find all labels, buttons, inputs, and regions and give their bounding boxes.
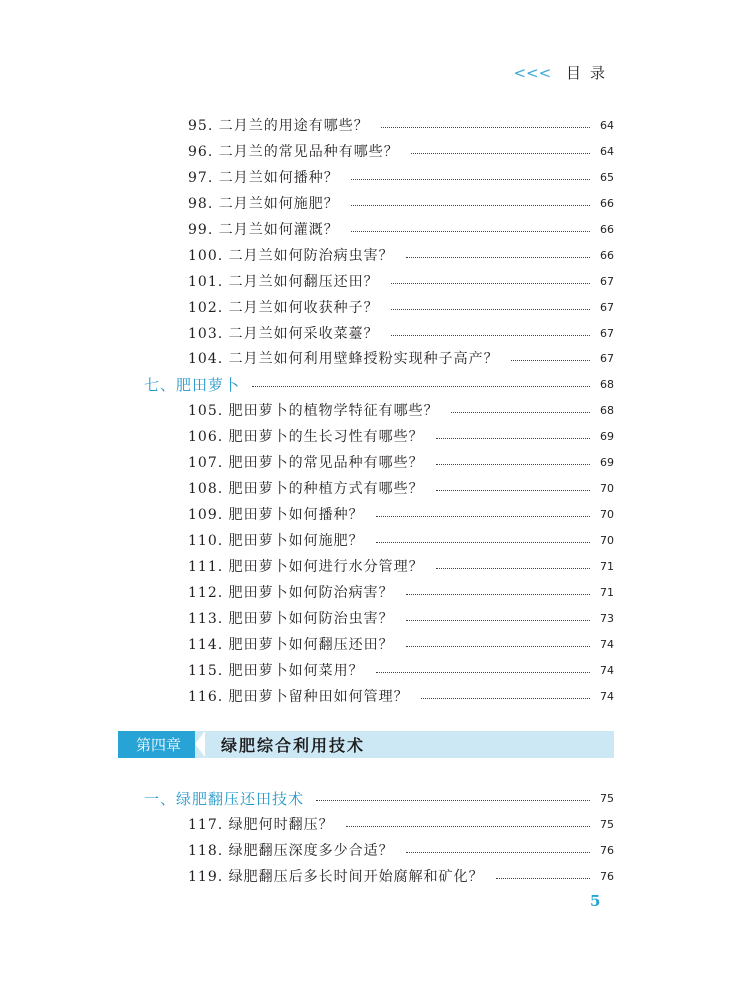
toc-entry[interactable] [188,813,614,835]
dot-leader [436,568,590,569]
toc-entry[interactable] [188,529,614,551]
toc-entry-page: 64 [600,118,614,132]
dot-leader [406,852,590,853]
toc-entry-page: 74 [600,663,614,677]
dot-leader [376,672,590,673]
toc-entry-text: 100. 二月兰如何防治病虫害？ [188,248,394,264]
header-title: 目录 [565,64,614,82]
toc-entry[interactable] [188,270,614,292]
dot-leader [351,231,590,232]
toc-entry-text: 101. 二月兰如何翻压还田？ [188,274,379,290]
toc-entry[interactable] [188,633,614,655]
toc-entry-page: 71 [600,559,614,573]
toc-section-text: 七、肥田萝卜 [144,375,241,394]
toc-entry-page: 66 [600,196,614,210]
toc-entry-text: 107. 肥田萝卜的常见品种有哪些？ [188,455,424,471]
dot-leader [391,283,590,284]
toc-entry-page: 74 [600,637,614,651]
toc-entry-page: 65 [600,170,614,184]
toc-entry-text: 112. 肥田萝卜如何防治病害？ [188,585,394,601]
toc-entry[interactable] [188,140,614,162]
toc-entry-text: 108. 肥田萝卜的种植方式有哪些？ [188,481,424,497]
dot-leader [252,386,590,387]
toc-entry[interactable] [188,322,614,344]
dot-leader [351,205,590,206]
toc-entry-page: 74 [600,689,614,703]
dot-leader [346,826,590,827]
toc-entry-page: 67 [600,326,614,340]
dot-leader [381,127,590,128]
toc-entry[interactable] [188,581,614,603]
toc-entry-text: 98. 二月兰如何施肥？ [188,196,339,212]
toc-entry-page: 70 [600,507,614,521]
dot-leader [406,257,590,258]
toc-entry-text: 105. 肥田萝卜的植物学特征有哪些？ [188,403,439,419]
toc-entry-text: 103. 二月兰如何采收菜薹？ [188,326,379,342]
dot-leader [436,464,590,465]
toc-entry-text: 102. 二月兰如何收获种子？ [188,300,379,316]
dot-leader [411,153,590,154]
toc-entry-text: 119. 绿肥翻压后多长时间开始腐解和矿化？ [188,869,484,885]
toc-section-heading[interactable] [144,373,614,395]
dot-leader [376,542,590,543]
dot-leader [376,516,590,517]
toc-entry-text: 116. 肥田萝卜留种田如何管理？ [188,689,409,705]
toc-entry-page: 70 [600,481,614,495]
toc-entry-text: 118. 绿肥翻压深度多少合适？ [188,843,394,859]
toc-entry-page: 69 [600,455,614,469]
chapter-tag: 第四章 [118,731,195,758]
toc-entry[interactable] [188,555,614,577]
toc-entry[interactable] [188,296,614,318]
toc-entry-text: 97. 二月兰如何播种？ [188,170,339,186]
chapter-title: 绿肥综合利用技术 [221,736,366,755]
chapter-banner[interactable] [118,731,614,758]
toc-entry[interactable] [188,839,614,861]
dot-leader [451,412,590,413]
toc-entry-text: 104. 二月兰如何利用壁蜂授粉实现种子高产？ [188,351,499,367]
toc-entry-text: 110. 肥田萝卜如何施肥？ [188,533,364,549]
dot-leader [406,594,590,595]
toc-entry-page: 67 [600,274,614,288]
toc-entry-text: 115. 肥田萝卜如何菜用？ [188,663,364,679]
toc-entry-text: 113. 肥田萝卜如何防治虫害？ [188,611,394,627]
toc-entry-page: 71 [600,585,614,599]
toc-entry-text: 95. 二月兰的用途有哪些？ [188,118,369,134]
toc-entry[interactable] [188,659,614,681]
dot-leader [421,698,590,699]
chevrons-icon: <<< [513,64,552,82]
toc-entry[interactable] [188,244,614,266]
dot-leader [391,309,590,310]
toc-entry[interactable] [188,425,614,447]
page-number: 5 [590,892,601,910]
toc-entry-page: 70 [600,533,614,547]
toc-entry-page: 75 [600,817,614,831]
toc-entry[interactable] [188,347,614,369]
toc-entry[interactable] [188,865,614,887]
toc-section-heading[interactable] [144,787,614,809]
toc-entry-text: 106. 肥田萝卜的生长习性有哪些？ [188,429,424,445]
toc-entry-page: 76 [600,843,614,857]
dot-leader [391,335,590,336]
dot-leader [496,878,590,879]
toc-entry[interactable] [188,451,614,473]
toc-entry-page: 67 [600,300,614,314]
toc-entry-text: 111. 肥田萝卜如何进行水分管理？ [188,559,424,575]
dot-leader [511,360,590,361]
dot-leader [406,646,590,647]
toc-entry[interactable] [188,607,614,629]
dot-leader [436,490,590,491]
toc-entry-page: 68 [600,403,614,417]
dot-leader [351,179,590,180]
toc-section-page: 68 [600,377,614,391]
toc-entry-page: 76 [600,869,614,883]
toc-entry[interactable] [188,503,614,525]
toc-entry-page: 64 [600,144,614,158]
toc-entry-page: 73 [600,611,614,625]
page-header [513,62,614,83]
toc-section-page: 75 [600,791,614,805]
toc-entry[interactable] [188,399,614,421]
toc-entry-text: 109. 肥田萝卜如何播种？ [188,507,364,523]
toc-section-text: 一、绿肥翻压还田技术 [144,789,305,808]
toc-entry-text: 114. 肥田萝卜如何翻压还田？ [188,637,394,653]
toc-entry[interactable] [188,192,614,214]
toc-entry[interactable] [188,477,614,499]
toc-entry[interactable] [188,685,614,707]
toc-entry-text: 117. 绿肥何时翻压？ [188,817,334,833]
toc-entry-page: 66 [600,248,614,262]
toc-entry-page: 67 [600,351,614,365]
toc-entry-page: 66 [600,222,614,236]
dot-leader [436,438,590,439]
toc-entry[interactable] [188,166,614,188]
dot-leader [316,800,590,801]
toc-entry-text: 96. 二月兰的常见品种有哪些？ [188,144,399,160]
toc-entry[interactable] [188,114,614,136]
toc-entry-page: 69 [600,429,614,443]
toc-entry[interactable] [188,218,614,240]
dot-leader [406,620,590,621]
toc-entry-text: 99. 二月兰如何灌溉？ [188,222,339,238]
